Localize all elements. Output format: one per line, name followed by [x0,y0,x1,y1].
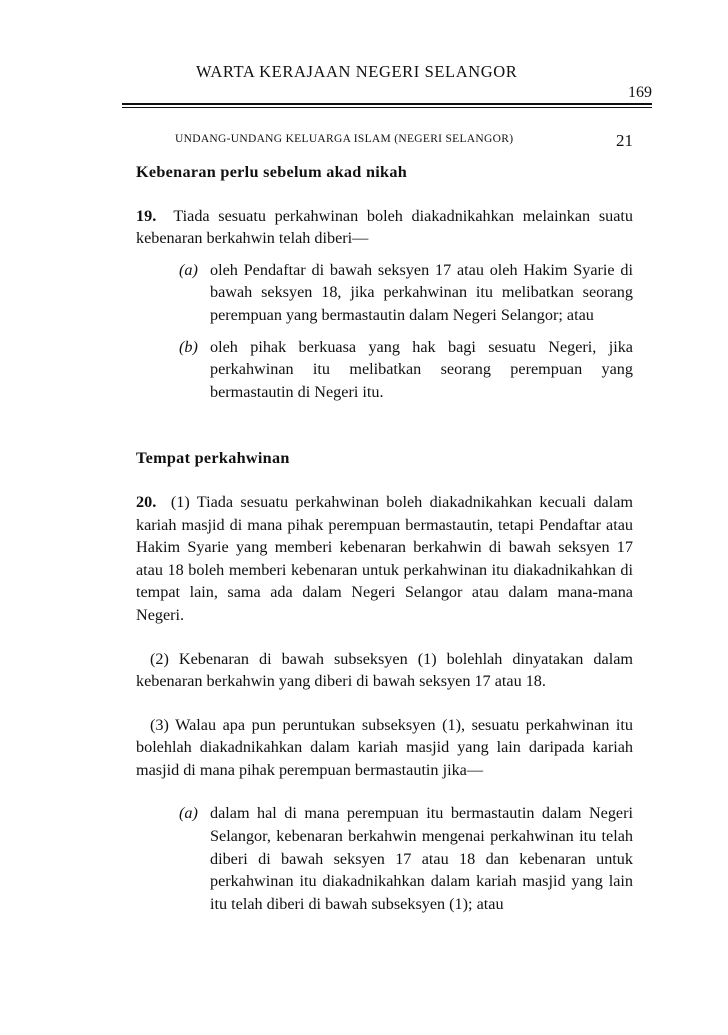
gazette-title: WARTA KERAJAAN NEGERI SELANGOR [196,62,518,81]
section-20-item-a [179,802,633,915]
header-rule-thick [122,103,652,105]
running-page-number: 21 [616,131,633,150]
section-19-heading: Kebenaran perlu sebelum akad nikah [136,163,408,181]
item-text: dalam hal di mana perempuan itu bermastautin dalam Negeri Selangor, kebenaran berkahwin mengenai perkahwinan itu telah diberi di bawah seksyen 17 atau 18 dan kebenaran untuk perkahwinan itu diakadnikahkan dalam kariah masjid yang lain itu telah diberi di bawah subseksyen (1); atau [210,804,633,913]
section-20-subsection-2: (2) Kebenaran di bawah subseksyen (1) bolehlah dinyatakan dalam kebenaran berkahwin yang diberi di bawah seksyen 17 atau 18. [136,649,633,691]
section-20-sub1-text: (1) Tiada sesuatu perkahwinan boleh diakadnikahkan kecuali dalam kariah masjid di mana pihak perempuan bermastautin, tetapi Pendaftar atau Hakim Syarie yang memberi kebenaran berkahwin di bawah seksyen 17 atau 18 boleh memberi kebenaran untuk perkahwinan itu diakadnikahkan di tempat lain, sama ada dalam Negeri Selangor atau dalam mana-mana Negeri. [136,492,634,624]
item-label: (a) [179,804,198,823]
page-number: 169 [628,84,652,101]
item-label: (a) [179,260,198,279]
section-20-subsection-1 [136,491,633,627]
section-19-item-a [179,259,633,327]
section-19-intro-text: Tiada sesuatu perkahwinan boleh diakadnikahkan melainkan suatu kebenaran berkahwin telah diberi— [136,206,633,248]
item-label: (b) [179,337,198,356]
document-body [136,161,633,915]
section-20-subsection-3: (3) Walau apa pun peruntukan subseksyen (1), sesuatu perkahwinan itu bolehlah diakadnikahkan dalam kariah masjid yang lain daripada kariah masjid di mana pihak perempuan bermastautin jika— [136,715,633,779]
header-rule-thin [122,107,652,108]
section-20-heading: Tempat perkahwinan [136,449,290,468]
section-19-number: 19. [136,206,157,225]
section-20-number: 20. [136,492,157,511]
item-text: oleh Pendaftar di bawah seksyen 17 atau oleh Hakim Syarie di bawah seksyen 18, jika perkahwinan itu melibatkan seorang perempuan yang bermastautin dalam Negeri Selangor; atau [210,260,633,324]
running-head: UNDANG-UNDANG KELUARGA ISLAM (NEGERI SELANGOR) [175,133,514,145]
item-text: oleh pihak berkuasa yang hak bagi sesuatu Negeri, jika perkahwinan itu melibatkan seorang perempuan yang bermastautin di Negeri itu. [210,337,633,401]
section-19-intro [136,205,633,250]
section-19-item-b [179,336,633,404]
